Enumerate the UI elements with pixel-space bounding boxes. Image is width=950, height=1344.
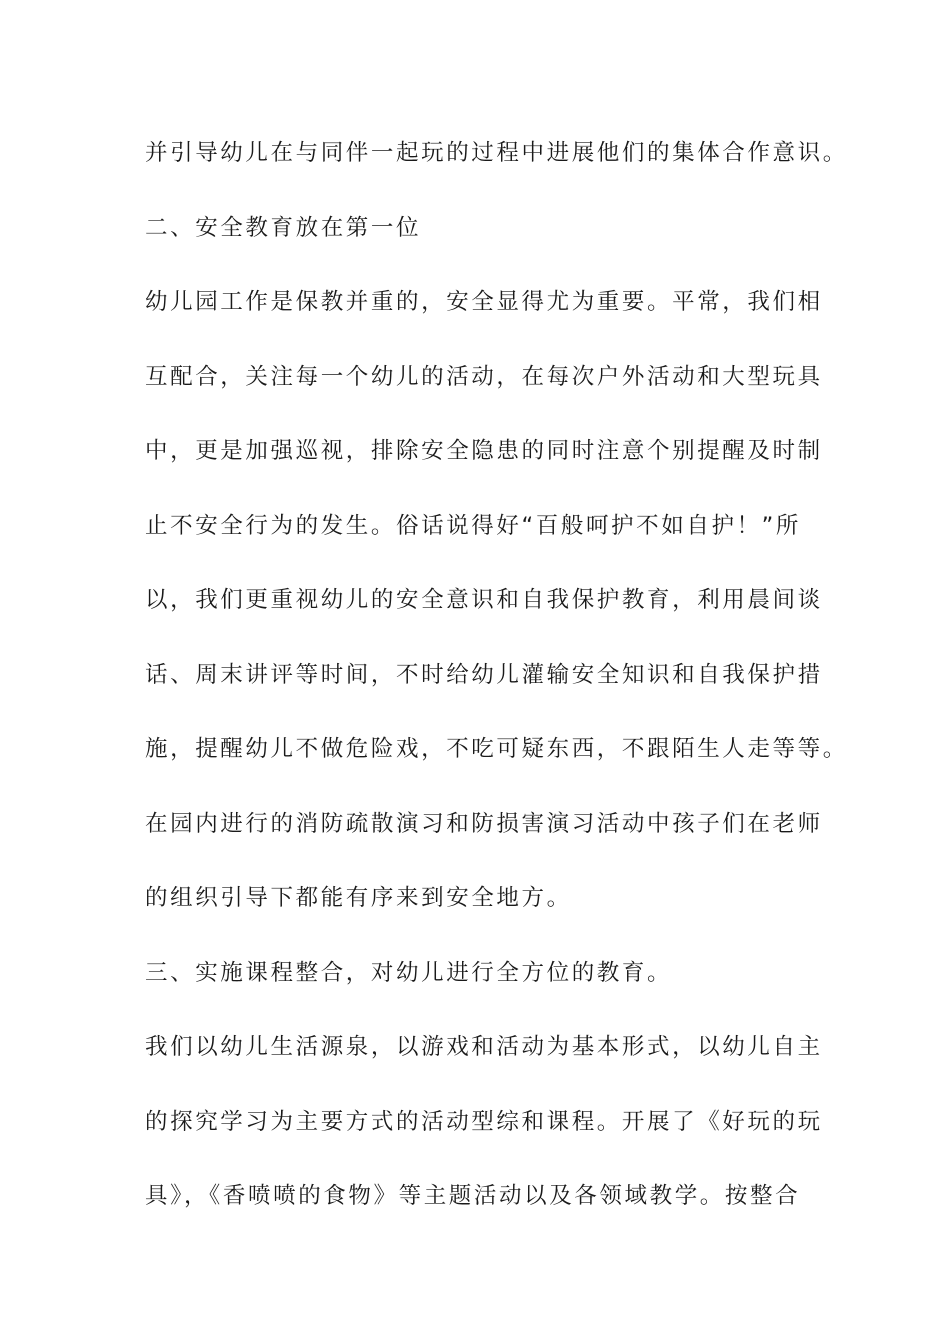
paragraph-line: 的探究学习为主要方式的活动型综和课程。开展了《好玩的玩: [145, 1108, 823, 1135]
paragraph-line: 我们以幼儿生活源泉，以游戏和活动为基本形式，以幼儿自主: [145, 1034, 823, 1060]
paragraph-line: 在园内进行的消防疏散演习和防损害演习活动中孩子们在老师: [145, 810, 823, 837]
paragraph-line: 的组织引导下都能有序来到安全地方。: [145, 885, 572, 911]
paragraph-line: 幼儿园工作是保教并重的，安全显得尤为重要。平常，我们相: [145, 289, 823, 315]
paragraph-line: 话、周末讲评等时间，不时给幼儿灌输安全知识和自我保护措: [145, 661, 823, 688]
paragraph-line: 中，更是加强巡视，排除安全隐患的同时注意个别提醒及时制: [145, 438, 823, 464]
paragraph-line: 具》，《香喷喷的食物》等主题活动以及各领域教学。按整合: [145, 1183, 801, 1209]
paragraph-line: 止不安全行为的发生。俗话说得好“百般呵护不如自护！”所: [145, 512, 802, 539]
section-heading-safety: 二、安全教育放在第一位: [145, 214, 422, 241]
paragraph-line: 以，我们更重视幼儿的安全意识和自我保护教育，利用晨间谈: [145, 587, 823, 613]
paragraph-line: 施，提醒幼儿不做危险戏，不吃可疑东西，不跟陌生人走等等。: [145, 736, 848, 762]
section-heading-curriculum: 三、实施课程整合，对幼儿进行全方位的教育。: [145, 959, 673, 986]
document-body: [145, 129, 848, 1247]
paragraph-line: 互配合，关注每一个幼儿的活动，在每次户外活动和大型玩具: [145, 363, 823, 390]
paragraph-line: 并引导幼儿在与同伴一起玩的过程中进展他们的集体合作意识。: [145, 140, 848, 166]
